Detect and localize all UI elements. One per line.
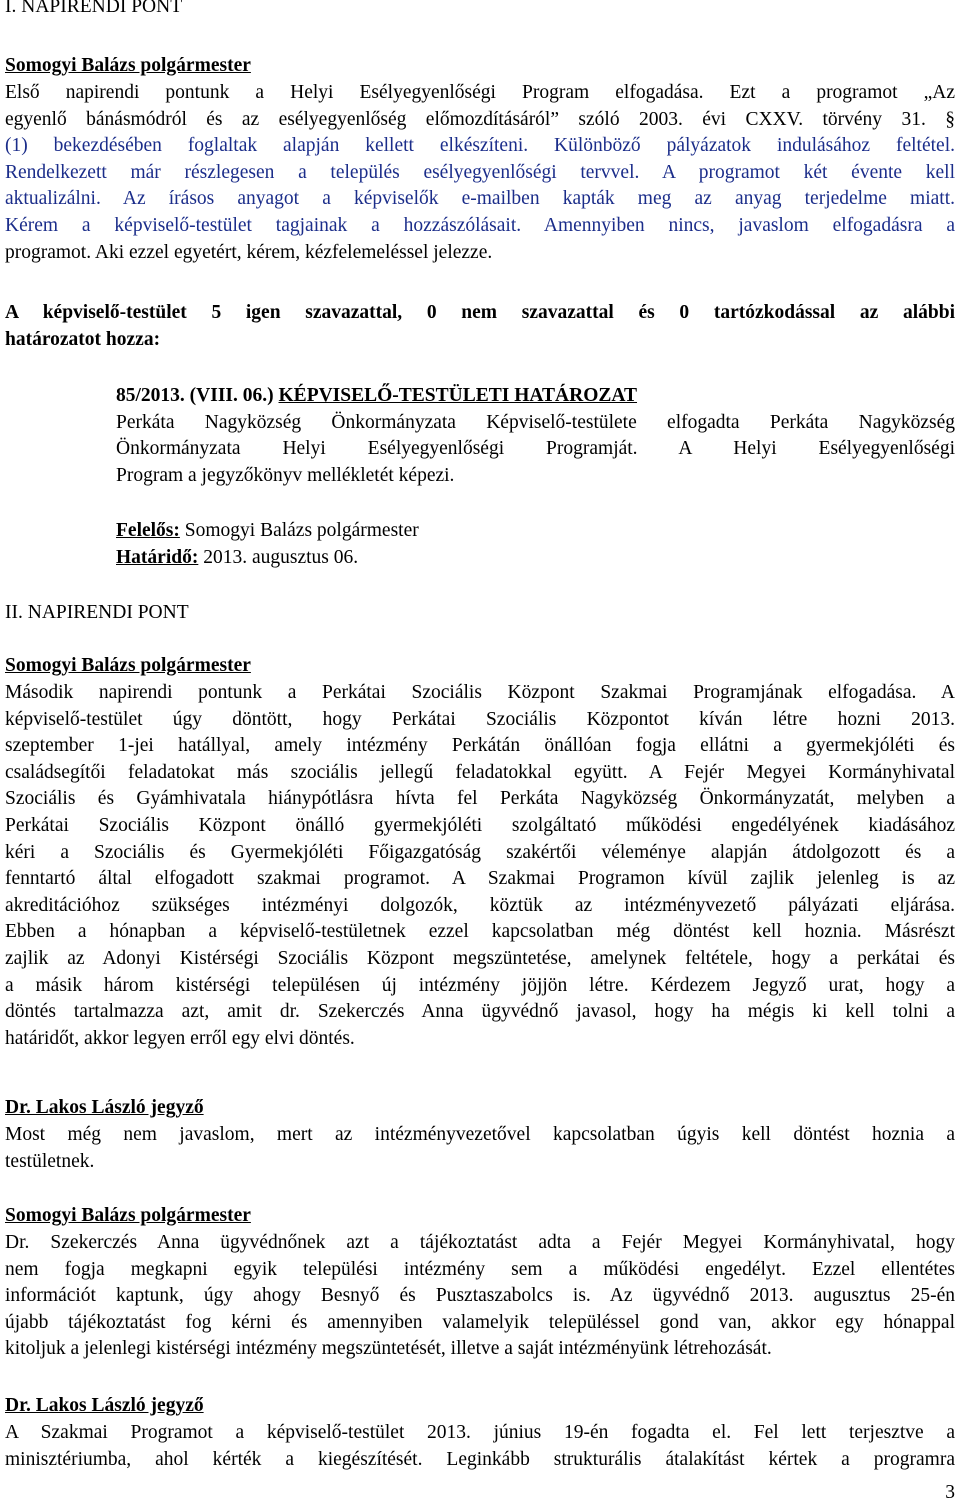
paragraph-line: nem fogja megkapni egyik települési intézmény sem a működési engedélyt. Ezzel ellentétes — [5, 1258, 955, 1280]
paragraph-line: információt kaptunk, úgy ahogy Besnyő és Pusztaszabolcs is. Az ügyvédnő 2013. augusztus 25-én — [5, 1285, 955, 1307]
responsible-row — [116, 518, 955, 545]
paragraph-line: egyenlő bánásmódról és az esélyegyenlőség előmozdításáról” szóló 2003. évi CXXV. törvény 31. § — [5, 108, 955, 130]
section-2-paragraph-4 — [5, 1420, 955, 1473]
resolution-line: Perkáta Nagyközség Önkormányzata Képviselő-testülete elfogadta Perkáta Nagyközség — [116, 411, 955, 433]
section-2-paragraph-2 — [5, 1122, 955, 1175]
paragraph-line: minisztériumba, ahol kérték a kiegészítését. Leginkább strukturális átalakítást kértek a programra — [5, 1448, 955, 1470]
vote-result — [5, 300, 955, 353]
paragraph-line: szeptember 1-jei hatállyal, amely intézmény Perkátán önállóan fogja ellátni a gyermekjóléti és — [5, 735, 955, 757]
paragraph-line: Ebben a hónapban a képviselő-testületnek ezzel kapcsolatban még döntést kell hoznia. Másrészt — [5, 921, 955, 943]
paragraph-line: képviselő-testület úgy döntött, hogy Perkátai Szociális Központot kíván létre hozni 2013. — [5, 708, 955, 730]
paragraph-line: Dr. Szekerczés Anna ügyvédnőnek azt a tájékoztatást adta a Fejér Megyei Kormányhivatal, hogy — [5, 1232, 955, 1253]
paragraph-line: Kérem a képviselő-testület tagjainak a hozzászólásait. Amennyiben nincs, javaslom elfogadásra a — [5, 214, 955, 236]
paragraph-line: Második napirendi pontunk a Perkátai Szociális Központ Szakmai Programjának elfogadása. A — [5, 682, 955, 703]
resolution-number: 85/2013. (VIII. 06.) — [116, 385, 274, 406]
section-2-paragraph-1 — [5, 680, 955, 1052]
paragraph-line: a másik három kistérségi településen új intézmény jöjjön létre. Kérdezem Jegyző urat, hogy a — [5, 974, 955, 996]
speaker-somogyi-2: Somogyi Balázs polgármester — [5, 655, 251, 676]
speaker-lakos-1: Dr. Lakos László jegyző — [5, 1097, 204, 1118]
paragraph-line: zajlik az Adonyi Kistérségi Szociális Központ megszüntetése, amelynek feltétele, hogy a perkátai és — [5, 947, 955, 969]
resolution-heading — [116, 383, 955, 410]
responsible-value: Somogyi Balázs polgármester — [184, 520, 419, 541]
paragraph-line: döntés tartalmazza azt, amit dr. Szekerczés Anna ügyvédnő javasol, hogy ha mégis ki kell tolni a — [5, 1001, 955, 1023]
deadline-value: 2013. augusztus 06. — [203, 547, 359, 568]
paragraph-line: (1) bekezdésében foglaltak alapján kellett elkészíteni. Különböző pályázatok indulásához feltétel. — [5, 135, 955, 157]
deadline-row — [116, 545, 955, 572]
paragraph-line: aktualizálni. Az írásos anyagot a képviselők e-mailben kapták meg az anyag terjedelme miatt. — [5, 188, 955, 210]
paragraph-line: Szociális és Gyámhivatala hiánypótlásra hívta fel Perkáta Nagyközség Önkormányzatát, melyben a — [5, 788, 955, 810]
vote-line: A képviselő-testület 5 igen szavazattal, 0 nem szavazattal és 0 tartózkodással az alábbi — [5, 302, 955, 323]
speaker-somogyi-3: Somogyi Balázs polgármester — [5, 1205, 251, 1226]
paragraph-line: testületnek. — [5, 1150, 95, 1172]
resolution-title: KÉPVISELŐ-TESTÜLETI HATÁROZAT — [278, 385, 638, 406]
paragraph-line: programot. Aki ezzel egyetért, kérem, kézfelemeléssel jelezze. — [5, 241, 493, 263]
resolution-line: Program a jegyzőkönyv mellékletét képezi. — [116, 464, 455, 486]
section-1-heading: I. NAPIRENDI PONT — [5, 0, 183, 17]
section-2-paragraph-3 — [5, 1230, 955, 1363]
paragraph-line: kéri a Szociális és Gyermekjóléti Főigazgatóság szakértői véleménye alapján átdolgozott és a — [5, 841, 955, 863]
vote-line: határozatot hozza: — [5, 328, 161, 350]
paragraph-line: határidőt, akkor legyen erről egy elvi döntés. — [5, 1027, 355, 1049]
resolution-block — [116, 383, 955, 489]
paragraph-line: kitoljuk a jelenlegi kistérségi intézmény megszüntetését, illetve a saját intézményünk létrehozását. — [5, 1338, 772, 1360]
paragraph-line: A Szakmai Programot a képviselő-testület 2013. június 19-én fogadta el. Fel lett terjesztve a — [5, 1422, 955, 1443]
section-2-heading: II. NAPIRENDI PONT — [5, 602, 189, 623]
page-number: 3 — [945, 1482, 955, 1503]
paragraph-line: Rendelkezett már részlegesen a település esélyegyenlőségi tervvel. A programot két évente kell — [5, 161, 955, 183]
speaker-somogyi-1: Somogyi Balázs polgármester — [5, 55, 251, 76]
paragraph-line: újabb tájékoztatást fog kérni és amennyiben valamelyik településsel gond van, akkor egy hónappal — [5, 1311, 955, 1333]
paragraph-line: Első napirendi pontunk a Helyi Esélyegyenlőségi Program elfogadása. Ezt a programot „Az — [5, 82, 955, 103]
paragraph-line: akreditációhoz szükséges intézményi dolgozók, köztük az intézményvezető pályázati eljárása. — [5, 894, 955, 916]
deadline-label: Határidő: — [116, 547, 199, 568]
resolution-line: Önkormányzata Helyi Esélyegyenlőségi Programját. A Helyi Esélyegyenlőségi — [116, 438, 955, 460]
paragraph-line: családsegítői feladatokat más szociális jellegű feladatokkal együtt. A Fejér Megyei Kormányhivatal — [5, 761, 955, 783]
paragraph-line: Perkátai Szociális Központ önálló gyermekjóléti szolgáltató működési engedélyének kiadásához — [5, 814, 955, 836]
speaker-lakos-2: Dr. Lakos László jegyző — [5, 1395, 204, 1416]
paragraph-line: Most még nem javaslom, mert az intézményvezetővel kapcsolatban úgyis kell döntést hoznia a — [5, 1124, 955, 1145]
paragraph-line: fenntartó által elfogadott szakmai programot. A Szakmai Programon kívül zajlik jelenleg is az — [5, 868, 955, 890]
responsible-label: Felelős: — [116, 520, 180, 541]
section-1-paragraph — [5, 80, 955, 266]
